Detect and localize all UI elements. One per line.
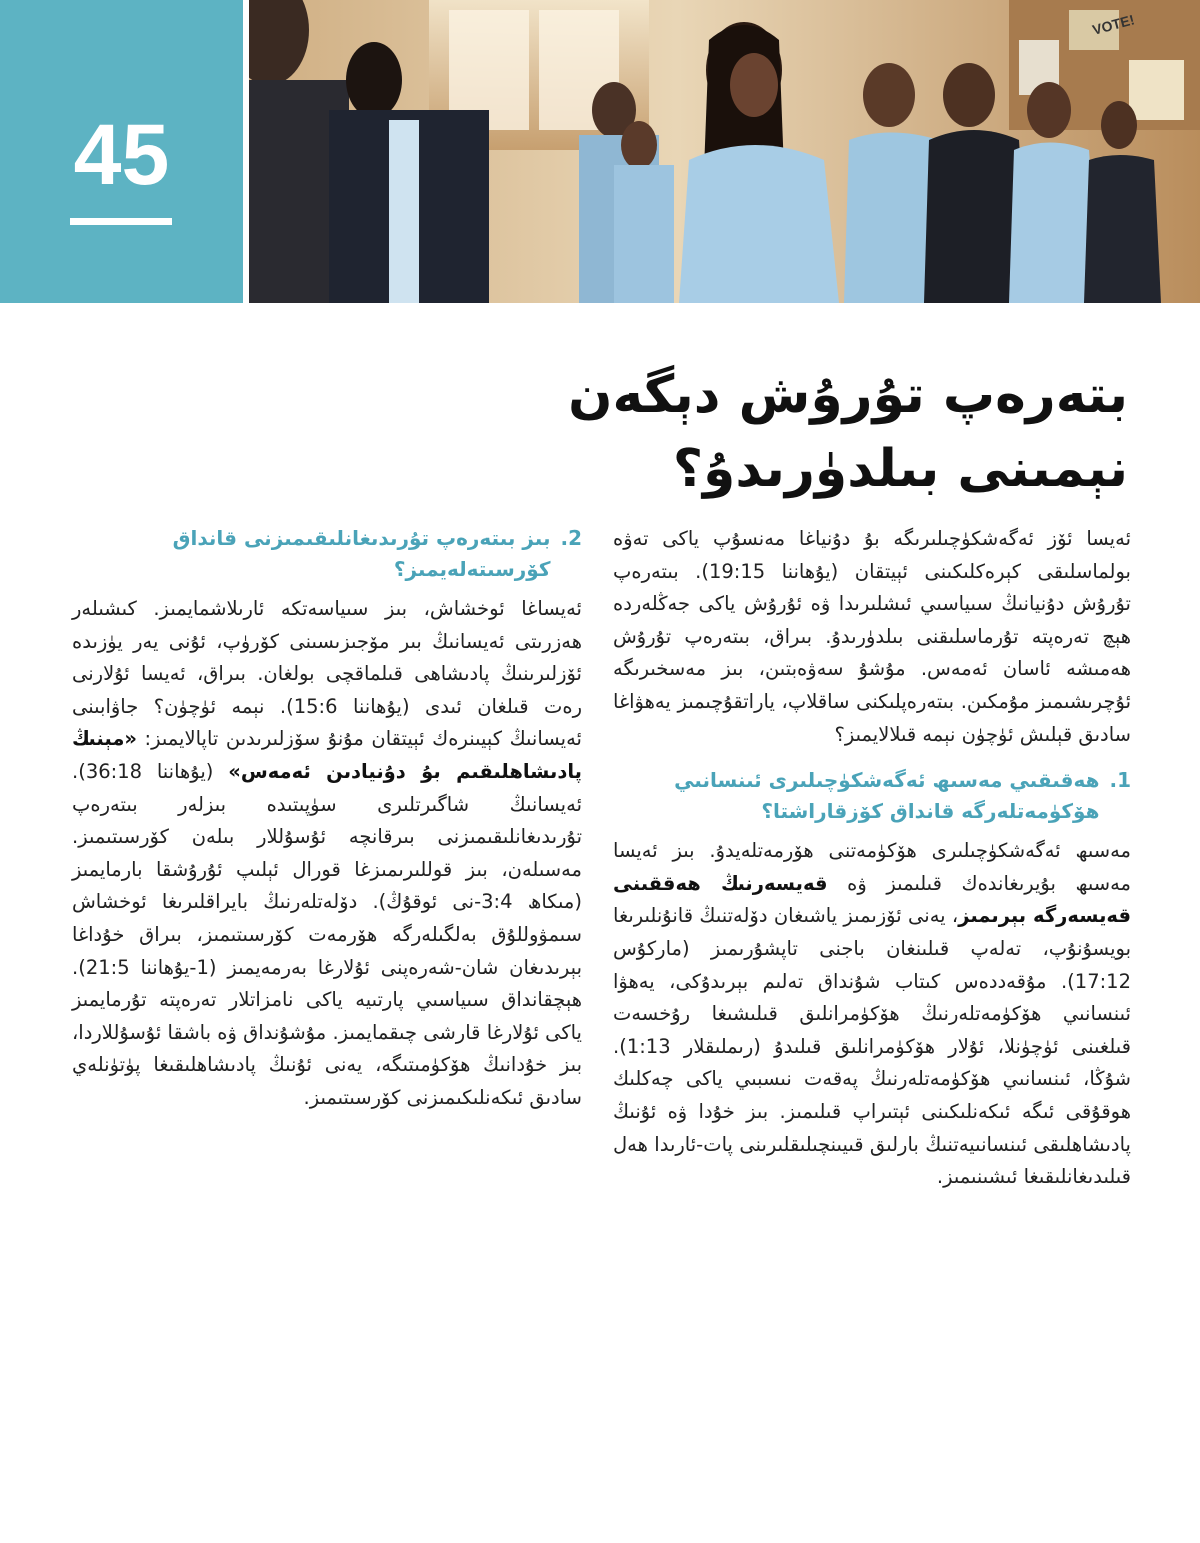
question-2-heading [72,523,582,585]
question-1-text-a: مەسىھ ئەگەشكۈچىلىرى ھۆكۈمەتنى ھۆرمەتلەيدۇ. بىز ئەيسا مەسىھ بۇيرىغاندەك قىلىمىز ۋە [613,839,1131,895]
question-1-text-b: ، يەنى ئۆزىمىز ياشىغان دۆلەتنىڭ قانۇنلىرىغا بويسۇنۇپ، تەلەپ قىلىنغان باجنى تاپشۇرىمىز (ماركۇس 17:12). مۇقەددەس كىتاب شۇنداق تەلىم بېرىدۇكى، يەھۋا ئىنسانىي ھۆكۈمەتلەرنىڭ ھۆكۈمرانلىق قىلىشىغا رۇخسەت قىلغىنى ئۈچۈنلا، ئۇلار ھۆكۈمرانلىق قىلىدۇ (رىملىقلار 1:13). شۇڭا، ئىنسانىي ھۆكۈمەتلەرنىڭ پەقەت نىسبىي ياكى چەكلىك ھوقۇقى ئىگە ئىكەنلىكىنى ئېتىراپ قىلىمىز. بىز خۇدا ۋە ئۇنىڭ پادىشاھلىقى ئىنسانىيەتنىڭ بارلىق قىيىنچىلىقلىرىنى پات-ئارىدا ھەل قىلىدىغانلىقىغا ئىشىنىمىز. [613,904,1131,1189]
lesson-number-underline [70,218,172,225]
question-2-text-b: (يۇھاننا 36:18). ئەيسانىڭ شاگىرتلىرى سۈپىتىدە بىزلەر بىتەرەپ تۇرىدىغانلىقىمىزنى بىرقانچە ئۇسۇللار بىلەن كۆرسىتىمىز. مەسىلەن، بىز قوللىرىمىزغا قورال ئېلىپ ئۇرۇشقا بارمايمىز (مىكاھ 3:4-نى ئوقۇڭ). دۆلەتلەرنىڭ بايراقلىرىغا ئوخشاش سىمۋوللۇق بەلگىلەرگە ھۆرمەت كۆرسىتىمىز، بىراق خۇداغا بېرىدىغان شان-شەرەپنى ئۇلارغا بەرمەيمىز (1-يۇھاننا 21:5). ھېچقانداق سىياسىي پارتىيە ياكى نامزاتلار تەرەپتە تۇرمايمىز ياكى ئۇلارغا قارشى چىقمايمىز. مۇشۇنداق ۋە باشقا ئۇسۇللاردا، بىز خۇدانىڭ ھۆكۈمىتىگە، يەنى ئۇنىڭ پادىشاھلىقىغا پۈتۈنلەي سادىق ئىكەنلىكىمىزنى كۆرسىتىمىز. [72,759,582,1109]
question-1-paragraph [613,835,1131,1194]
intro-paragraph: ئەيسا ئۆز ئەگەشكۈچىلىرىگە بۇ دۇنياغا مەنسۇپ ياكى تەۋە بولماسلىقى كېرەكلىكىنى ئېيتقان (يۇھاننا 19:15). بىتەرەپ تۇرۇش دۇنيانىڭ سىياسىي ئىشلىرىدا ۋە ئۇرۇش ياكى جەڭلەردە ھېچ تەرەپتە تۇرماسلىقنى بىلدۈرىدۇ. بىراق، بىتەرەپ تۇرۇش ھەمىشە ئاسان ئەمەس. مۇشۇ سەۋەبتىن، بىز مەسخىرىگە ئۇچرىشىمىز مۇمكىن. بىتەرەپلىكنى ساقلاپ، ياراتقۇچىمىز يەھۋاغا سادىق قېلىش ئۈچۈن نېمە قىلالايمىز؟ [613,527,1131,746]
question-1-number: 1. [1109,768,1131,793]
page-title-line-1: بتەرەپ تۇرۇش دېگەن [568,365,1128,425]
question-2-text: بىز بىتەرەپ تۇرىدىغانلىقىمىزنى قانداق كۆرسىتەلەيمىز؟ [172,526,551,581]
question-2-text-a: ئەيساغا ئوخشاش، بىز سىياسەتكە ئارىلاشمايمىز. كىشىلەر ھەزرىتى ئەيسانىڭ بىر مۆجىزىسىنى كۆرۈپ، ئۇنى يەر يۈزىدە ئۆزلىرىنىڭ پادىشاھى قىلماقچى بولغان. بىراق، ئەيسا ئۇلارنى رەت قىلغان ئىدى (يۇھاننا 15:6). نېمە ئۈچۈن؟ جاۋابىنى ئەيسانىڭ كېيىنرەك ئېيتقان مۇنۇ سۆزلىرىدىن تاپالايمىز: [72,597,582,751]
question-2-emphasis: «مېنىڭ پادىشاھلىقىم بۇ دۇنيادىن ئەمەس» [72,727,582,783]
left-column [72,523,582,1115]
page-title-line-2: نېمىنى بىلدۈرىدۇ؟ [672,439,1128,499]
question-1-text: ھەقىقىي مەسىھ ئەگەشكۈچىلىرى ئىنسانىي ھۆكۈمەتلەرگە قانداق كۆزقاراشتا؟ [674,768,1100,824]
page-title [78,358,1128,506]
question-2-number: 2. [560,526,582,550]
header-photo [249,0,1200,303]
lesson-number-panel [0,0,243,303]
question-1-emphasis: قەيسەرنىڭ ھەققىنى قەيسەرگە بېرىمىز [613,871,1131,928]
vote-poster: VOTE! [1090,11,1137,38]
right-column [613,523,1131,1194]
question-2-paragraph [72,593,582,1115]
question-1-heading [613,765,1131,827]
lesson-number: 45 [73,107,170,203]
